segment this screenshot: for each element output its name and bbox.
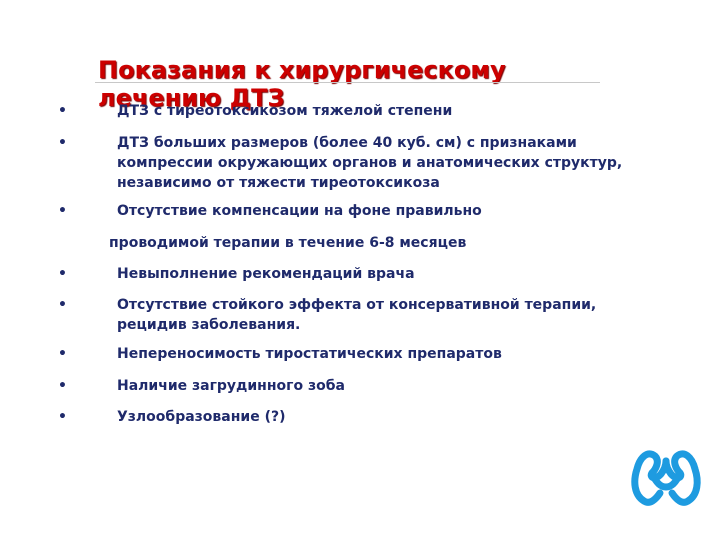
list-item-line: Невыполнение рекомендаций врача bbox=[117, 266, 415, 282]
list-item-text bbox=[117, 407, 677, 427]
list-item-line: Отсутствие стойкого эффекта от консервативной терапии, bbox=[117, 297, 597, 313]
bullet: • bbox=[58, 135, 67, 151]
slide-title-line-2: лечению ДТЗ bbox=[98, 84, 285, 112]
bullet: • bbox=[58, 203, 67, 219]
title-divider bbox=[95, 82, 600, 83]
list-item-line: рецидив заболевания. bbox=[117, 317, 301, 333]
list-item-line: компрессии окружающих органов и анатомических структур, bbox=[117, 155, 623, 171]
bullet: • bbox=[58, 409, 67, 425]
bullet: • bbox=[58, 297, 67, 313]
list-item-text bbox=[117, 295, 677, 335]
list-item-line: ДТЗ с тиреотоксикозом тяжелой степени bbox=[117, 103, 453, 119]
list-item-line: Отсутствие компенсации на фоне правильно bbox=[117, 203, 482, 219]
list-item-text bbox=[117, 376, 677, 396]
list-item-line: Узлообразование (?) bbox=[117, 409, 286, 425]
slide-title-line-1: Показания к хирургическому bbox=[98, 56, 506, 84]
list-item-text bbox=[117, 201, 677, 221]
list-item-text bbox=[117, 101, 677, 121]
list-item-text bbox=[117, 133, 677, 193]
bullet: • bbox=[58, 103, 67, 119]
bullet: • bbox=[58, 346, 67, 362]
bullet: • bbox=[58, 378, 67, 394]
list-item-line: Наличие загрудинного зоба bbox=[117, 378, 345, 394]
list-item-text bbox=[117, 344, 677, 364]
thyroid-logo-icon bbox=[628, 443, 704, 513]
bullet: • bbox=[58, 266, 67, 282]
list-item-text bbox=[117, 264, 677, 284]
list-item-line: Непереносимость тиростатических препаратов bbox=[117, 346, 502, 362]
list-item-line: ДТЗ больших размеров (более 40 куб. см) с признаками bbox=[117, 135, 577, 151]
list-item-line: независимо от тяжести тиреотоксикоза bbox=[117, 175, 440, 191]
list-item-continuation: проводимой терапии в течение 6-8 месяцев bbox=[109, 235, 467, 251]
